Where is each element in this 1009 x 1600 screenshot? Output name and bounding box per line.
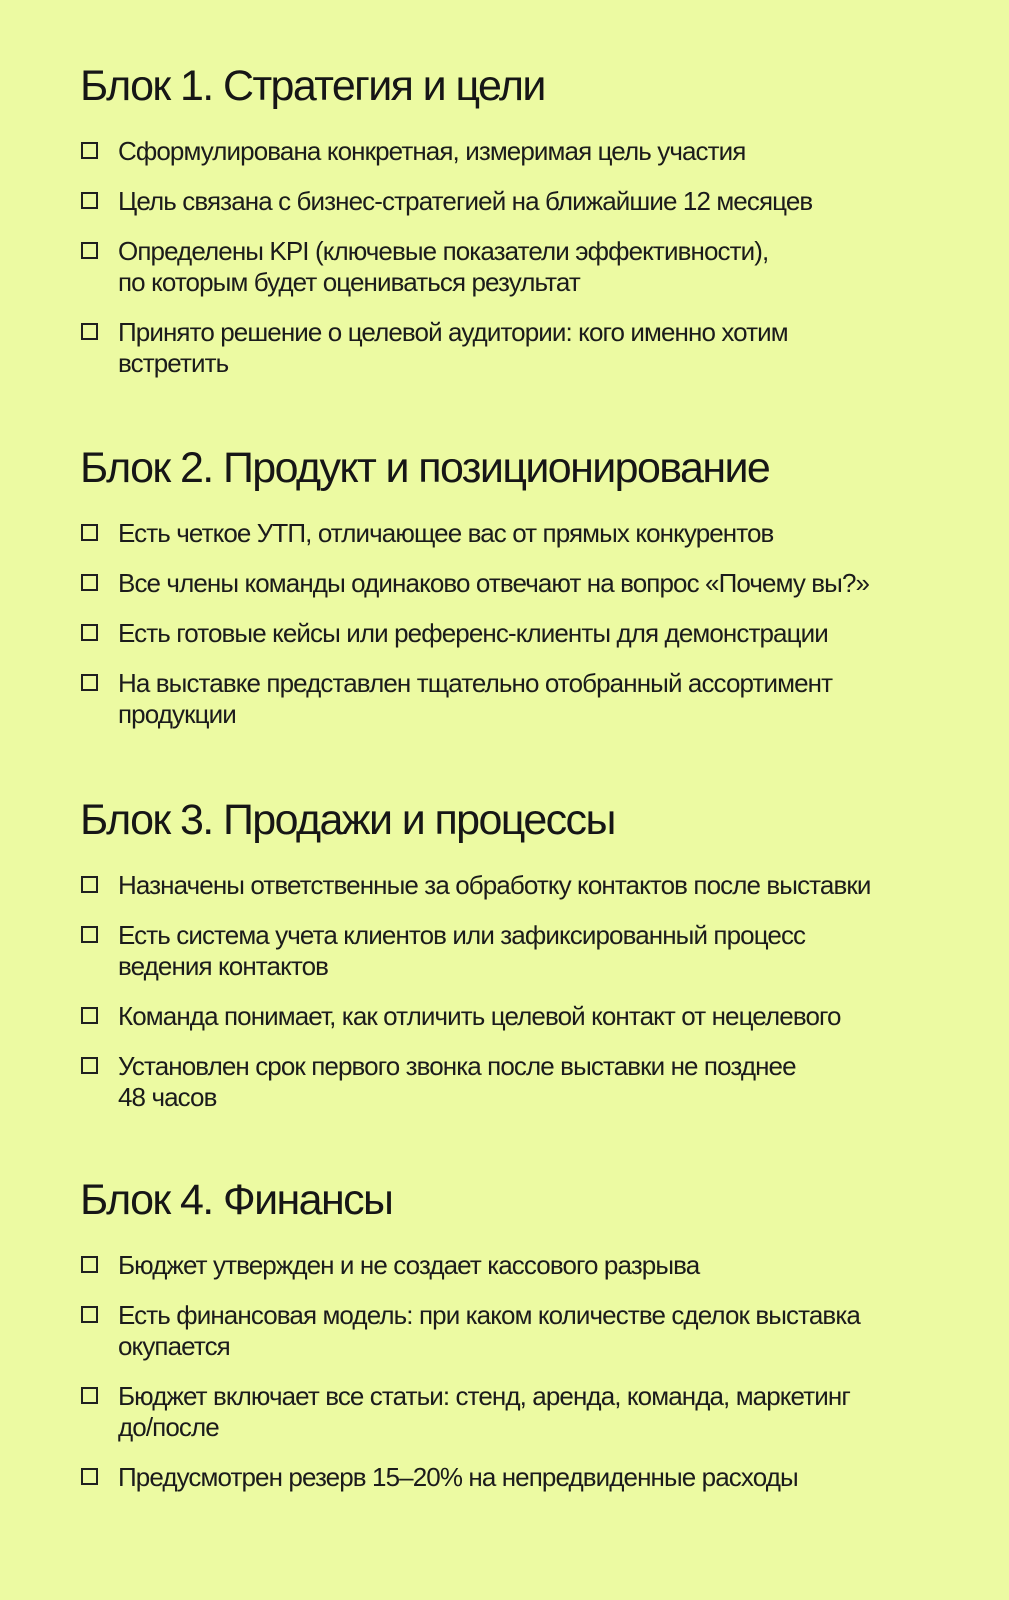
item-text: Принято решение о целевой аудитории: кого именно хотим xyxy=(118,317,788,347)
item-text: продукции xyxy=(118,699,236,729)
section-finance xyxy=(80,1176,980,1493)
item-text: Сформулирована конкретная, измеримая цель участия xyxy=(118,136,746,166)
checkbox[interactable] xyxy=(81,624,98,641)
checkbox[interactable] xyxy=(81,1387,98,1404)
checklist-item xyxy=(80,668,980,730)
checklist-item xyxy=(80,136,980,167)
checklist-item xyxy=(80,317,980,379)
checklist xyxy=(80,136,980,379)
checklist-item xyxy=(80,568,980,599)
item-text: Цель связана с бизнес-стратегией на ближайшие 12 месяцев xyxy=(118,186,813,216)
checklist-item xyxy=(80,518,980,549)
item-text: встретить xyxy=(118,348,229,378)
item-text: до/после xyxy=(118,1412,219,1442)
section-product xyxy=(80,444,980,730)
item-text: по которым будет оцениваться результат xyxy=(118,267,580,297)
item-text: Установлен срок первого звонка после выставки не позднее xyxy=(118,1051,796,1081)
checkbox[interactable] xyxy=(81,524,98,541)
checkbox[interactable] xyxy=(81,1057,98,1074)
item-text: Предусмотрен резерв 15–20% на непредвиденные расходы xyxy=(118,1462,798,1492)
item-text: Определены KPI (ключевые показатели эффективности), xyxy=(118,236,769,266)
item-text: окупается xyxy=(118,1331,230,1361)
checkbox[interactable] xyxy=(81,1256,98,1273)
checklist xyxy=(80,1250,980,1493)
checklist-item xyxy=(80,186,980,217)
section-title: Блок 4. Финансы xyxy=(80,1176,393,1224)
checklist-item xyxy=(80,1462,980,1493)
section-title: Блок 3. Продажи и процессы xyxy=(80,796,615,844)
item-text: Есть четкое УТП, отличающее вас от прямых конкурентов xyxy=(118,518,774,548)
checklist-item xyxy=(80,1001,980,1032)
checklist-item xyxy=(80,1250,980,1281)
checklist-item xyxy=(80,1381,980,1443)
checklist xyxy=(80,518,980,730)
checklist-item xyxy=(80,236,980,298)
section-sales xyxy=(80,796,980,1113)
checklist-item xyxy=(80,618,980,649)
checkbox[interactable] xyxy=(81,142,98,159)
checkbox[interactable] xyxy=(81,876,98,893)
item-text: Команда понимает, как отличить целевой контакт от нецелевого xyxy=(118,1001,841,1031)
checkbox[interactable] xyxy=(81,1306,98,1323)
section-strategy xyxy=(80,62,980,379)
checklist xyxy=(80,870,980,1113)
item-text: Есть готовые кейсы или референс-клиенты для демонстрации xyxy=(118,618,828,648)
checkbox[interactable] xyxy=(81,242,98,259)
checkbox[interactable] xyxy=(81,192,98,209)
section-title: Блок 1. Стратегия и цели xyxy=(80,62,545,110)
checklist-item xyxy=(80,1300,980,1362)
item-text: Есть система учета клиентов или зафиксированный процесс xyxy=(118,920,806,950)
checkbox[interactable] xyxy=(81,1468,98,1485)
checkbox[interactable] xyxy=(81,926,98,943)
checklist-item xyxy=(80,920,980,982)
checkbox[interactable] xyxy=(81,1007,98,1024)
item-text: Все члены команды одинаково отвечают на вопрос «Почему вы?» xyxy=(118,568,870,598)
item-text: 48 часов xyxy=(118,1082,217,1112)
item-text: Назначены ответственные за обработку контактов после выставки xyxy=(118,870,871,900)
item-text: На выставке представлен тщательно отобранный ассортимент xyxy=(118,668,833,698)
item-text: Есть финансовая модель: при каком количестве сделок выставка xyxy=(118,1300,860,1330)
checkbox[interactable] xyxy=(81,674,98,691)
item-text: Бюджет утвержден и не создает кассового разрыва xyxy=(118,1250,700,1280)
item-text: ведения контактов xyxy=(118,951,329,981)
checkbox[interactable] xyxy=(81,574,98,591)
checkbox[interactable] xyxy=(81,323,98,340)
checklist-item xyxy=(80,870,980,901)
section-title: Блок 2. Продукт и позиционирование xyxy=(80,444,770,492)
item-text: Бюджет включает все статьи: стенд, аренда, команда, маркетинг xyxy=(118,1381,850,1411)
checklist-item xyxy=(80,1051,980,1113)
